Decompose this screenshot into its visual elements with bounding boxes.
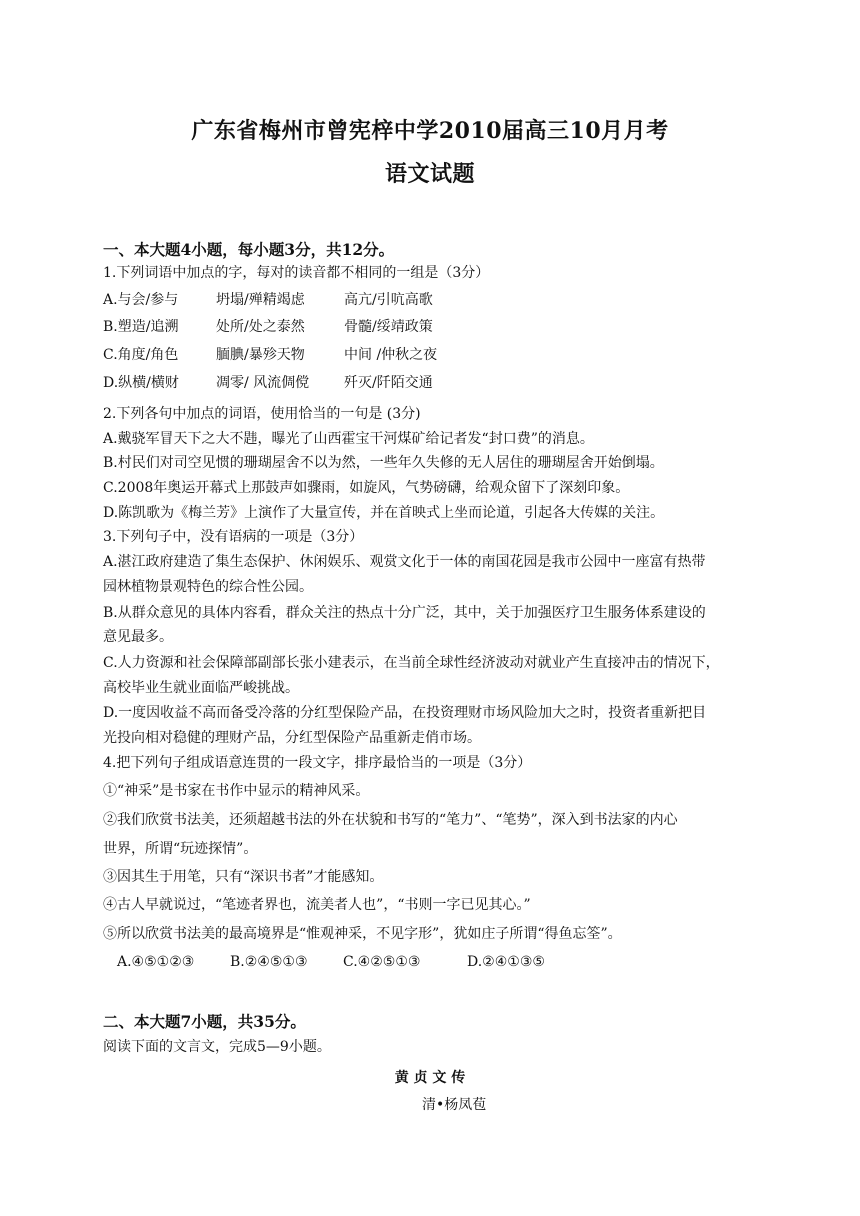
passage-title: 黄 贞 文 传 — [394, 1070, 466, 1086]
q1-a-col1: A.与会/参与 — [103, 292, 179, 308]
q4-answer-options — [117, 955, 545, 969]
q3-line: D.一度因收益不高而备受冷落的分红型保险产品，在投资理财市场风险加大之时，投资者重新把目 — [103, 705, 707, 721]
q3-line: 高校毕业生就业面临严峻挑战。 — [103, 680, 299, 696]
q1-c-col1: C.角度/角色 — [103, 347, 179, 363]
q3-line: B.从群众意见的具体内容看，群众关注的热点十分广泛，其中，关于加强医疗卫生服务体系建设的 — [103, 605, 706, 621]
q1-option-d — [103, 376, 433, 390]
q1-option-b — [103, 320, 433, 334]
section-2-intro: 阅读下面的文言文，完成5—9小题。 — [103, 1039, 331, 1055]
q1-b-col3: 骨髓/绥靖政策 — [344, 319, 433, 335]
q4-sentence: ③因其生于用笔，只有“深识书者”才能感知。 — [103, 869, 384, 885]
q4-answer-d: D.②④①③⑤ — [467, 954, 545, 970]
q2-option-b: B.村民们对司空见惯的珊瑚屋舍不以为然，一些年久失修的无人居住的珊瑚屋舍开始倒塌。 — [103, 455, 664, 471]
q1-stem: 1.下列词语中加点的字，每对的读音都不相同的一组是（3分） — [103, 265, 490, 281]
exam-title: 广东省梅州市曾宪梓中学2010届高三10月月考 — [191, 118, 669, 144]
q1-c-col2: 腼腆/暴殄天物 — [216, 347, 305, 363]
section-1-heading: 一、本大题4小题，每小题3分，共12分。 — [103, 240, 395, 259]
section-2-heading: 二、本大题7小题，共35分。 — [103, 1012, 306, 1031]
q4-sentence: 世界，所谓“玩迹探情”。 — [103, 841, 258, 857]
q4-answer-c: C.④②⑤①③ — [343, 954, 421, 970]
q3-line: A.湛江政府建造了集生态保护、休闲娱乐、观赏文化于一体的南国花园是我市公园中一座富有热带 — [103, 554, 706, 570]
q1-b-col1: B.塑造/追溯 — [103, 319, 179, 335]
q2-option-c: C.2008年奥运开幕式上那鼓声如骤雨，如旋风，气势磅礴，给观众留下了深刻印象。 — [103, 480, 630, 496]
q4-stem: 4.把下列句子组成语意连贯的一段文字，排序最恰当的一项是（3分） — [103, 755, 532, 771]
q4-sentence: ④古人早就说过，“笔迹者界也，流美者人也”，“书则一字已见其心。” — [103, 897, 531, 913]
q3-line: C.人力资源和社会保障部副部长张小建表示，在当前全球性经济波动对就业产生直接冲击的情况下， — [103, 655, 720, 671]
q4-sentence: ⑤所以欣赏书法美的最高境界是“惟观神采，不见字形”，犹如庄子所谓“得鱼忘筌”。 — [103, 926, 622, 942]
q1-d-col2: 凋零/ 风流倜傥 — [216, 375, 310, 391]
q4-answer-b: B.②④⑤①③ — [230, 954, 308, 970]
q2-option-d: D.陈凯歌为《梅兰芳》上演作了大量宣传，并在首映式上坐而论道，引起各大传媒的关注。 — [103, 505, 665, 521]
q1-c-col3: 中间 /仲秋之夜 — [344, 347, 438, 363]
q1-d-col1: D.纵横/横财 — [103, 375, 179, 391]
q1-option-a — [103, 293, 433, 307]
q1-option-c — [103, 348, 437, 362]
q2-stem: 2.下列各句中加点的词语，使用恰当的一句是 (3分) — [103, 406, 421, 422]
passage-author: 清•杨凤苞 — [422, 1097, 487, 1113]
q3-line: 园林植物景观特色的综合性公园。 — [103, 579, 313, 595]
q1-a-col2: 坍塌/殚精竭虑 — [216, 292, 305, 308]
q3-stem: 3.下列句子中，没有语病的一项是（3分） — [103, 529, 364, 545]
q4-answer-a: A.④⑤①②③ — [117, 954, 195, 970]
q1-b-col2: 处所/处之泰然 — [216, 319, 305, 335]
q2-option-a: A.戴骁军冒天下之大不韪，曝光了山西霍宝干河煤矿给记者发“封口费”的消息。 — [103, 431, 594, 447]
exam-subtitle: 语文试题 — [384, 161, 475, 187]
q3-line: 意见最多。 — [103, 629, 173, 645]
q1-d-col3: 歼灭/阡陌交通 — [344, 375, 433, 391]
q3-line: 光投向相对稳健的理财产品，分红型保险产品重新走俏市场。 — [103, 730, 481, 746]
q4-sentence: ②我们欣赏书法美，还须超越书法的外在状貌和书写的“笔力”、“笔势”，深入到书法家的内心 — [103, 812, 678, 828]
q1-a-col3: 高亢/引吭高歌 — [344, 292, 433, 308]
q4-sentence: ①“神采”是书家在书作中显示的精神风采。 — [103, 783, 370, 799]
